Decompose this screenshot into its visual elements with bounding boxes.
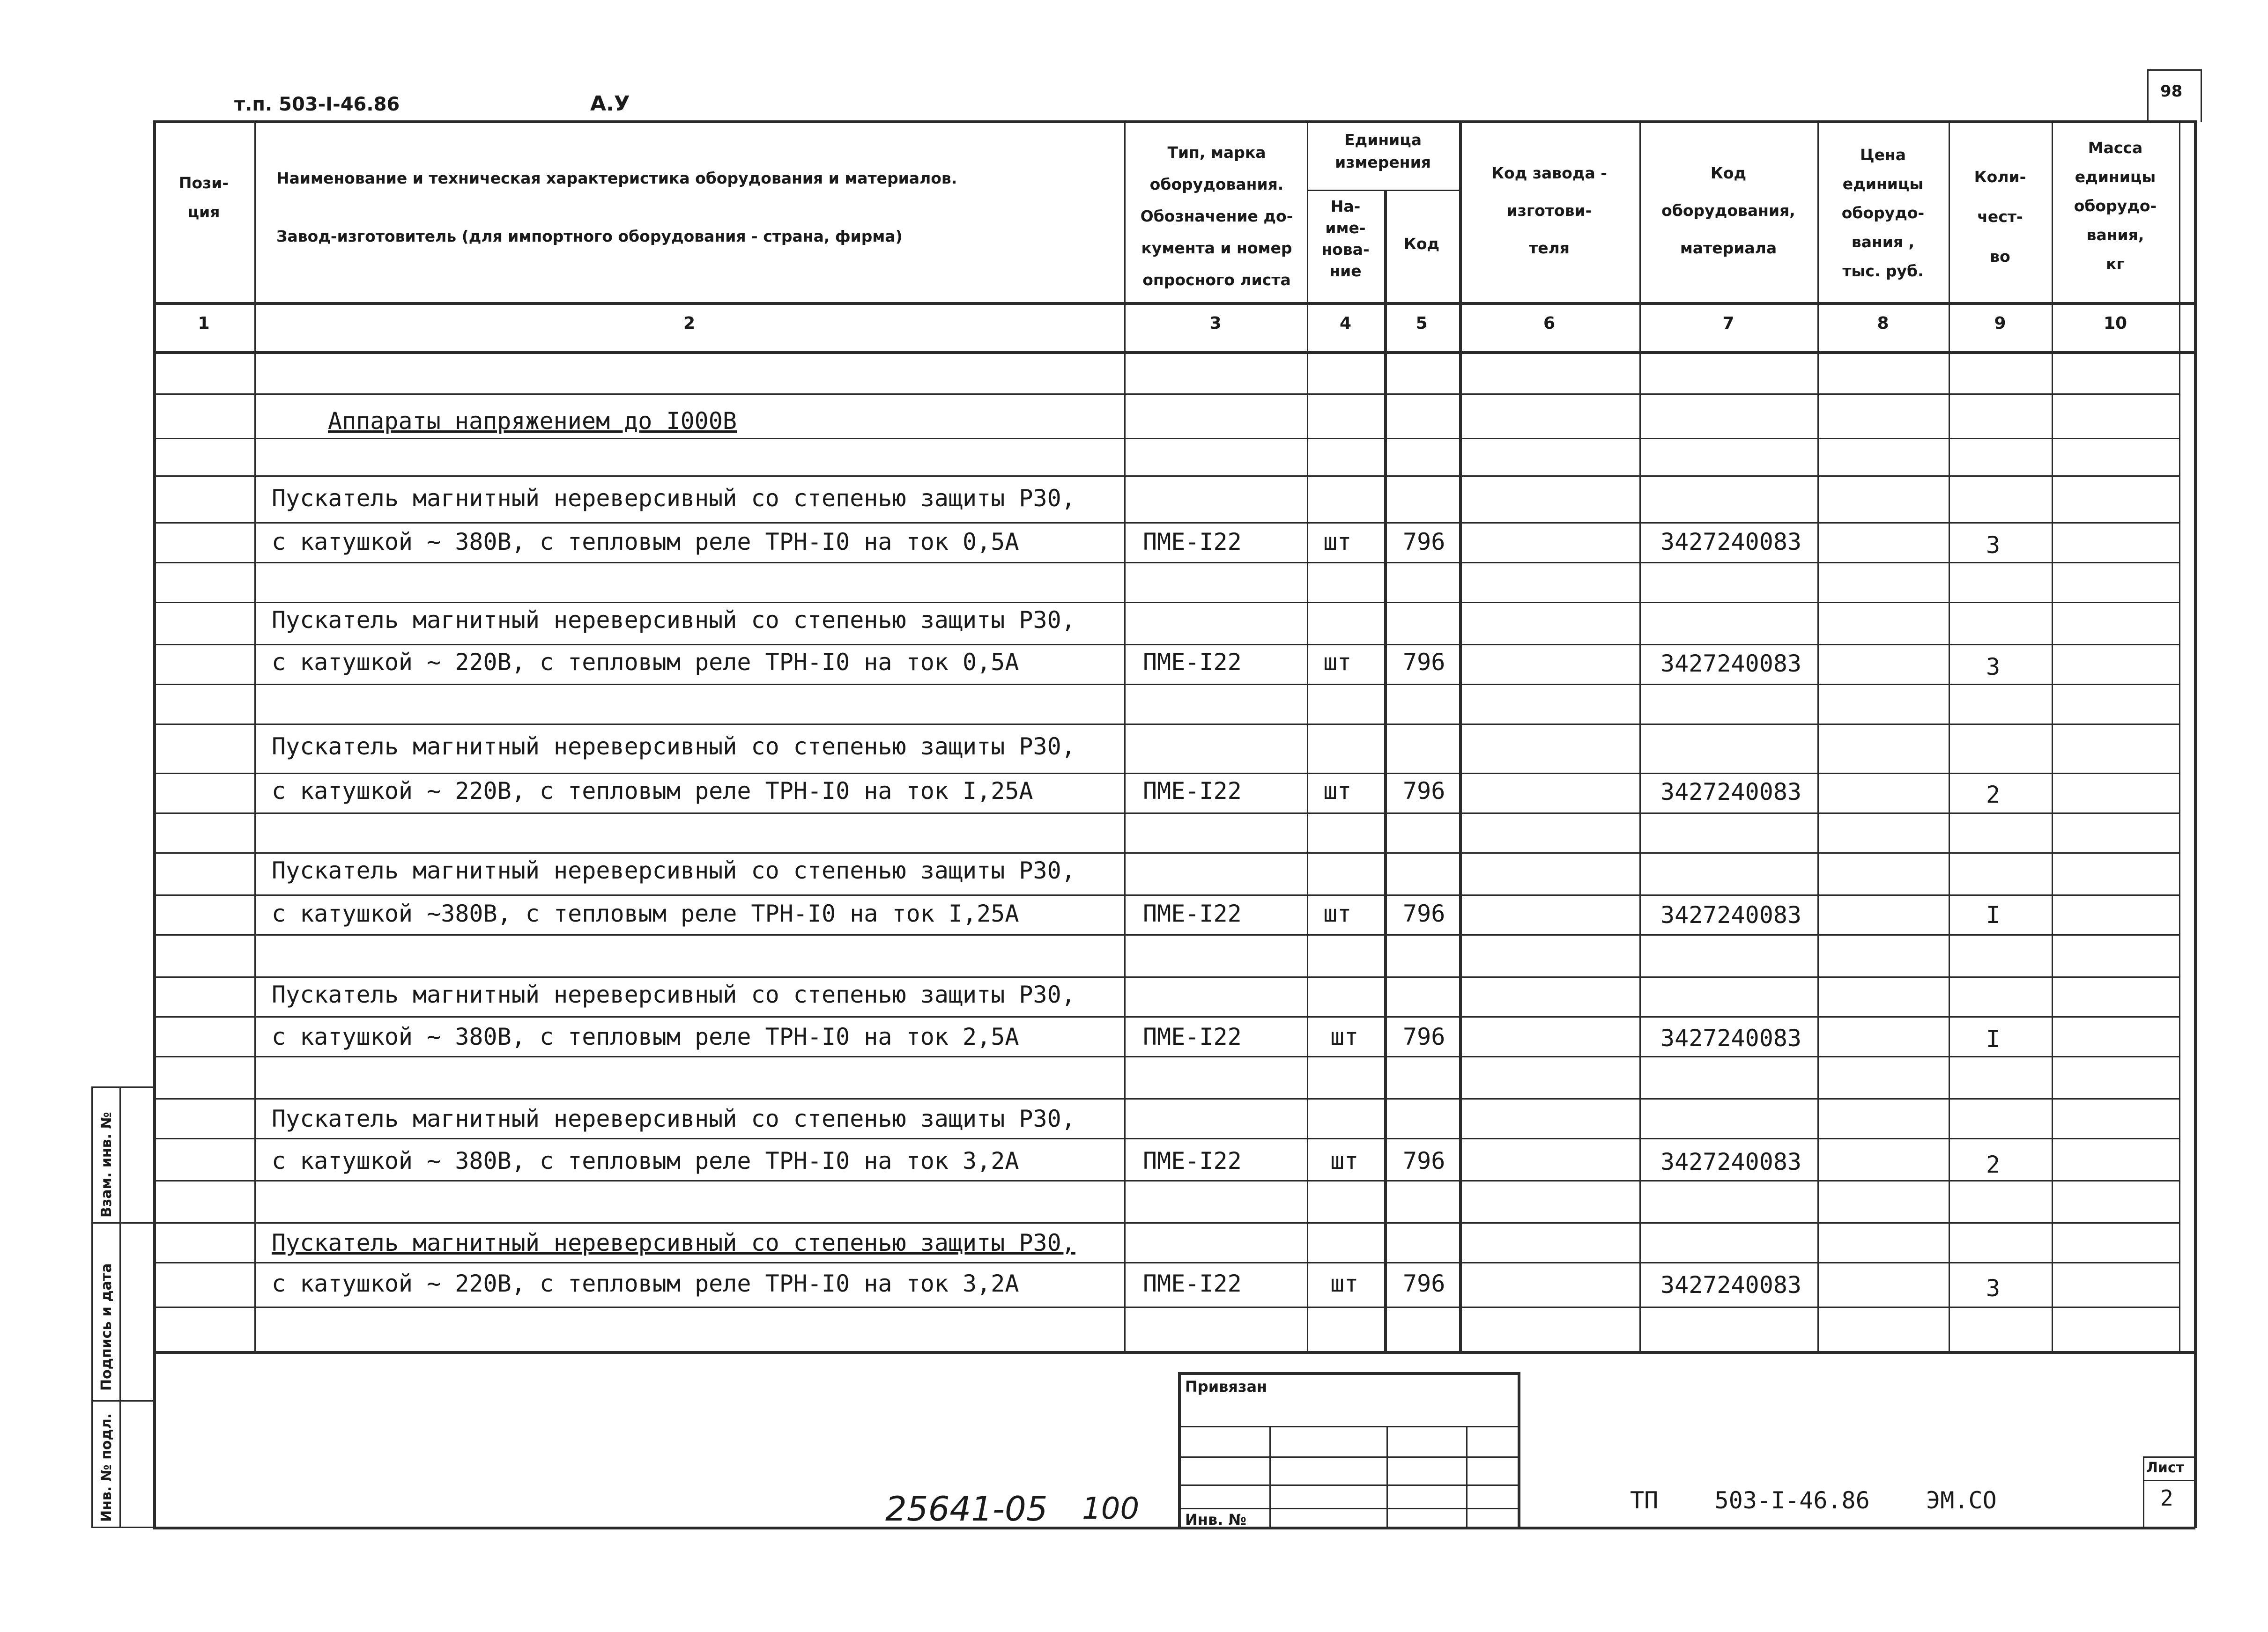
item-type: ПМЕ-I22: [1143, 1270, 1242, 1297]
item-equip-code: 3427240083: [1660, 901, 1802, 929]
header-qty: Коли- чест- во: [1974, 168, 2026, 266]
header-equip-code: Код оборудования, материала: [1661, 164, 1795, 257]
item-equip-code: 3427240083: [1660, 778, 1802, 805]
item-equip-code: 3427240083: [1660, 1271, 1802, 1299]
item-equip-code: 3427240083: [1660, 1148, 1802, 1175]
list-label: Лист: [2146, 1460, 2185, 1476]
item-unit-code: 796: [1403, 1270, 1445, 1297]
header-price: Цена единицы оборудо- вания , тыс. руб.: [1841, 146, 1925, 280]
stamp-inv-no: Инв. №: [1185, 1511, 1246, 1529]
header-mass: Масса единицы оборудо- вания, кг: [2074, 139, 2157, 273]
item-desc-line2: с катушкой ~ 380В, с тепловым реле ТРН-I0 на ток 3,2А: [272, 1147, 1019, 1174]
item-desc-line2: с катушкой ~ 380В, с тепловым реле ТРН-I0 на ток 0,5А: [272, 528, 1019, 555]
header-unit: Единица измерения: [1335, 131, 1431, 171]
item-type: ПМЕ-I22: [1143, 777, 1242, 805]
item-desc-line2: с катушкой ~ 380В, с тепловым реле ТРН-I0 на ток 2,5А: [272, 1023, 1019, 1050]
item-desc-line2: с катушкой ~ 220В, с тепловым реле ТРН-I0 на ток 3,2А: [272, 1270, 1019, 1297]
header-maker-code: Код завода - изготови- теля: [1491, 164, 1607, 257]
handwritten-number: 25641-05: [885, 1489, 1048, 1529]
item-equip-code: 3427240083: [1660, 528, 1802, 555]
item-qty: 3: [1986, 532, 2001, 559]
tp-number: т.п. 503-I-46.86: [234, 94, 400, 115]
item-qty: 3: [1986, 1275, 2001, 1302]
item-equip-code: 3427240083: [1660, 1025, 1802, 1052]
handwritten-page: 100: [1082, 1492, 1140, 1526]
item-type: ПМЕ-I22: [1143, 649, 1242, 676]
item-unit-code: 796: [1403, 528, 1445, 555]
document-designation: ТП 503-I-46.86 ЭМ.СО: [1630, 1487, 1997, 1514]
col-number: 1: [198, 314, 210, 333]
item-desc-line1: Пускатель магнитный нереверсивный со степенью защиты Р30,: [272, 1229, 1075, 1256]
margin-sign-date: Подпись и дата: [98, 1263, 115, 1391]
col-number: 8: [1877, 314, 1889, 333]
sheet-corner-number: 98: [2160, 82, 2183, 101]
item-unit: шт: [1330, 1147, 1359, 1174]
col-number: 9: [1994, 314, 2006, 333]
header-position: Пози- ция: [178, 174, 229, 221]
item-unit-code: 796: [1403, 777, 1445, 805]
item-qty: I: [1986, 1026, 2001, 1053]
col-number: 5: [1416, 314, 1428, 333]
header-name: Наименование и техническая характеристика оборудования и материалов. Завод-изготовитель (для импортного оборудования - страна, фирма): [276, 169, 957, 245]
header-unit-code: Код: [1403, 235, 1440, 253]
col-number: 4: [1339, 314, 1352, 333]
col-number: 3: [1209, 314, 1222, 333]
margin-vzam: Взам. инв. №: [98, 1112, 115, 1218]
col-number: 7: [1722, 314, 1734, 333]
item-equip-code: 3427240083: [1660, 650, 1802, 677]
item-desc-line2: с катушкой ~380В, с тепловым реле ТРН-I0 на ток I,25А: [272, 900, 1019, 927]
item-desc-line1: Пускатель магнитный нереверсивный со степенью защиты Р30,: [272, 981, 1075, 1008]
item-unit-code: 796: [1403, 1147, 1445, 1174]
header-unit-name: На- име- нова- ние: [1321, 197, 1370, 280]
col-number: 2: [683, 314, 696, 333]
item-qty: 2: [1986, 781, 2001, 808]
item-qty: I: [1986, 901, 2001, 929]
item-desc-line1: Пускатель магнитный нереверсивный со степенью защиты Р30,: [272, 857, 1075, 884]
item-unit: шт: [1323, 649, 1352, 676]
series-code: А.У: [590, 92, 630, 116]
section-title: Аппараты напряжением до I000В: [328, 407, 737, 435]
item-desc-line1: Пускатель магнитный нереверсивный со степенью защиты Р30,: [272, 606, 1075, 634]
item-desc-line1: Пускатель магнитный нереверсивный со степенью защиты Р30,: [272, 1105, 1075, 1132]
item-type: ПМЕ-I22: [1143, 528, 1242, 555]
item-desc-line2: с катушкой ~ 220В, с тепловым реле ТРН-I0 на ток 0,5А: [272, 649, 1019, 676]
item-desc-line1: Пускатель магнитный нереверсивный со степенью защиты Р30,: [272, 733, 1075, 760]
item-type: ПМЕ-I22: [1143, 1023, 1242, 1050]
item-unit: шт: [1330, 1270, 1359, 1297]
item-type: ПМЕ-I22: [1143, 900, 1242, 927]
item-unit: шт: [1323, 777, 1352, 805]
margin-inv-podl: Инв. № подл.: [98, 1413, 115, 1522]
stamp-privyazan: Привязан: [1185, 1378, 1267, 1396]
col-number: 6: [1543, 314, 1556, 333]
item-unit-code: 796: [1403, 900, 1445, 927]
item-type: ПМЕ-I22: [1143, 1147, 1242, 1174]
item-desc-line1: Пускатель магнитный нереверсивный со степенью защиты Р30,: [272, 485, 1075, 512]
item-qty: 2: [1986, 1151, 2001, 1178]
item-unit: шт: [1323, 900, 1352, 927]
item-unit: шт: [1330, 1023, 1359, 1050]
item-unit: шт: [1323, 528, 1352, 555]
item-unit-code: 796: [1403, 1023, 1445, 1050]
col-number: 10: [2103, 314, 2127, 333]
list-number: 2: [2160, 1485, 2173, 1511]
item-desc-line2: с катушкой ~ 220В, с тепловым реле ТРН-I0 на ток I,25А: [272, 777, 1033, 805]
header-type: Тип, марка оборудования. Обозначение до- кумента и номер опросного листа: [1140, 143, 1293, 289]
item-unit-code: 796: [1403, 649, 1445, 676]
item-qty: 3: [1986, 653, 2001, 680]
